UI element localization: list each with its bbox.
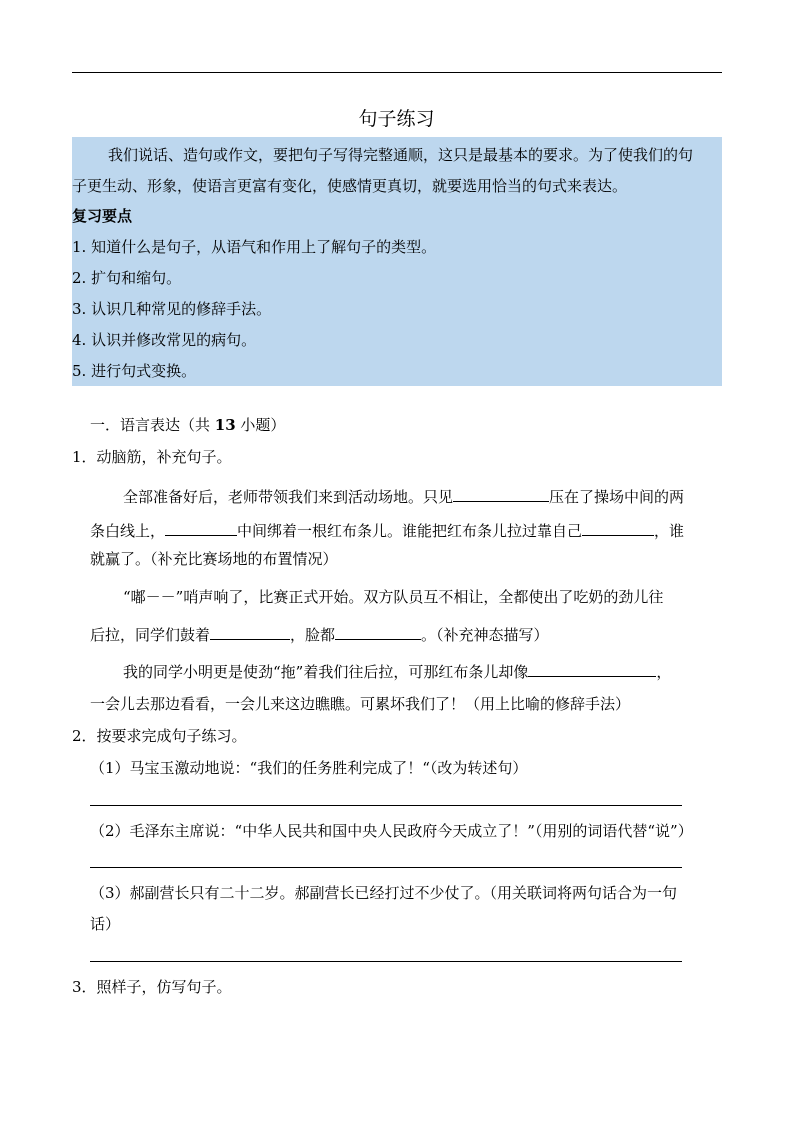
question-3-label: 3．照样子，仿写句子。 [72,978,232,996]
review-item-1: 1. 知道什么是句子，从语气和作用上了解句子的类型。 [72,238,437,256]
intro-line-1: 我们说话、造句或作文，要把句子写得完整通顺，这只是最基本的要求。为了使我们的句 [108,146,694,164]
q1-text: 我的同学小明更是使劲“拖”着我们往后拉，可那红布条儿却像 [123,663,529,681]
review-item-5: 5. 进行句式变换。 [72,362,197,380]
fill-blank[interactable] [453,485,549,502]
q1-line-3: 就赢了。（补充比赛场地的布置情况） [90,550,338,568]
q1-text: ，脸都 [290,626,336,644]
intro-line-2: 子更生动、形象，使语言更富有变化，使感情更真切，就要选用恰当的句式来表达。 [72,177,628,195]
fill-blank[interactable] [582,519,654,536]
fill-blank[interactable] [335,623,421,640]
q1-line-4: “嘟－－”哨声响了，比赛正式开始。双方队员互不相让，全都使出了吃奶的劲儿往 [123,588,664,606]
q1-line-5 [90,623,549,645]
page-title: 句子练习 [358,108,435,130]
fill-blank[interactable] [528,660,656,677]
answer-line[interactable] [90,867,682,868]
q2-sub-1: （1）马宝玉激动地说：“我们的任务胜利完成了！“（改为转述句） [90,759,528,777]
answer-line[interactable] [90,805,682,806]
q1-text: 条白线上， [90,522,166,540]
q2-sub-3-cont: 话） [90,915,121,933]
q1-text: 中间绑着一根红布条儿。谁能把红布条儿拉过靠自己 [237,522,583,540]
q2-sub-2: （2）毛泽东主席说：“中华人民共和国中央人民政府今天成立了！”（用别的词语代替“说”） [90,822,693,840]
section-heading [90,415,285,435]
question-2-label: 2．按要求完成句子练习。 [72,727,247,745]
review-item-3: 3. 认识几种常见的修辞手法。 [72,300,272,318]
q1-line-7: 一会儿去那边看看，一会儿来这边瞧瞧。可累坏我们了！（用上比喻的修辞手法） [90,695,631,713]
header-rule [72,72,722,73]
section-count: 13 [214,416,236,434]
q2-sub-3: （3）郝副营长只有二十二岁。郝副营长已经打过不少仗了。（用关联词将两句话合为一句 [90,884,678,902]
q1-line-2 [90,519,684,541]
fill-blank[interactable] [165,519,237,536]
q1-text: ，谁 [654,522,685,540]
q1-line-6 [123,660,671,682]
review-item-2: 2. 扩句和缩句。 [72,269,182,287]
answer-line[interactable] [90,961,682,962]
section-suffix: 小题） [235,416,286,434]
q1-line-1 [123,485,684,507]
q1-text: ， [656,663,672,681]
review-heading: 复习要点 [72,207,133,225]
q1-text: 全部准备好后，老师带领我们来到活动场地。只见 [123,488,454,506]
review-item-4: 4. 认识并修改常见的病句。 [72,331,257,349]
q1-text: 压在了操场中间的两 [549,488,685,506]
q1-text: 。（补充神态描写） [421,626,549,644]
section-prefix: 一．语言表达（共 [90,416,215,434]
fill-blank[interactable] [210,623,290,640]
q1-text: 后拉，同学们鼓着 [90,626,211,644]
question-1-label: 1．动脑筋，补充句子。 [72,448,232,466]
intro-box [72,137,722,386]
